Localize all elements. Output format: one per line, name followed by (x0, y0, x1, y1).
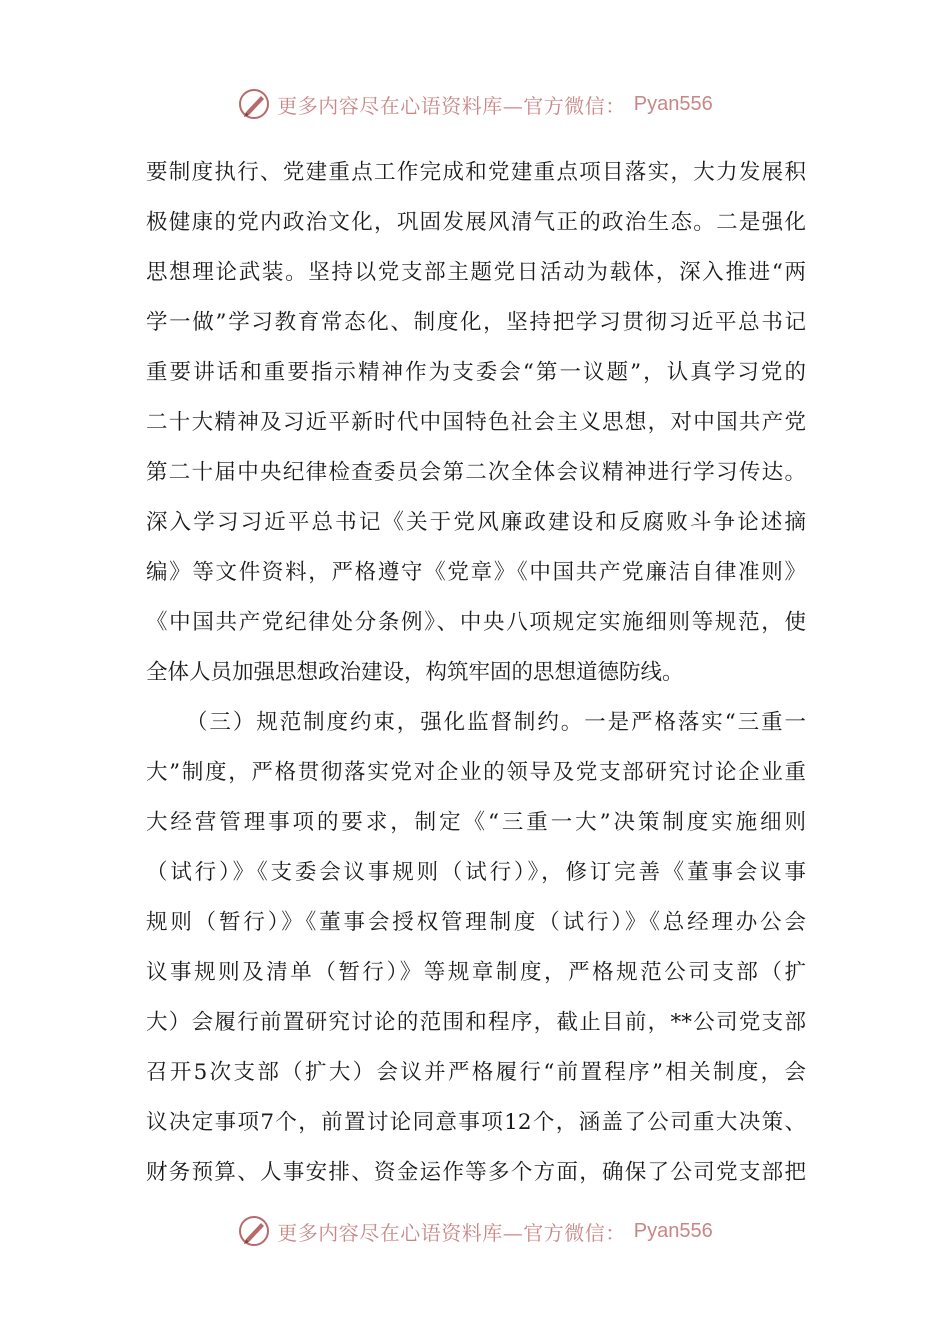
header-watermark (0, 84, 950, 124)
text-line: 二十大精神及习近平新时代中国特色社会主义思想，对中国共产党 (146, 410, 806, 435)
pen-logo-icon (237, 87, 271, 121)
text-line: 全体人员加强思想政治建设，构筑牢固的思想道德防线。 (146, 660, 684, 685)
footer-watermark (0, 1211, 950, 1251)
text-line: 议事规则及清单（暂行）》等规章制度，严格规范公司支部（扩 (146, 960, 806, 985)
text-line: 第二十届中央纪律检查委员会第二次全体会议精神进行学习传达。 (146, 460, 806, 485)
watermark-wechat-id: Pyan556 (633, 1219, 713, 1242)
text-line: 《中国共产党纪律处分条例》、中央八项规定实施细则等规范，使 (146, 610, 806, 635)
text-line: 召开5次支部（扩大）会议并严格履行“前置程序”相关制度，会 (146, 1060, 806, 1085)
text-line: 重要讲话和重要指示精神作为支委会“第一议题”，认真学习党的 (146, 360, 806, 385)
pen-logo-icon (237, 1214, 271, 1248)
text-line: （三）规范制度约束，强化监督制约。一是严格落实“三重一 (186, 710, 806, 735)
text-line: 财务预算、人事安排、资金运作等多个方面，确保了公司党支部把 (146, 1160, 806, 1185)
watermark-wechat-id: Pyan556 (633, 92, 713, 115)
text-line: 大）会履行前置研究讨论的范围和程序，截止目前，**公司党支部 (146, 1010, 806, 1035)
text-line: 学一做”学习教育常态化、制度化，坚持把学习贯彻习近平总书记 (146, 310, 806, 335)
paragraph (146, 698, 806, 1198)
paragraph (146, 148, 806, 698)
text-line: 思想理论武装。坚持以党支部主题党日活动为载体，深入推进“两 (146, 260, 806, 285)
text-line: 要制度执行、党建重点工作完成和党建重点项目落实，大力发展积 (146, 160, 806, 185)
text-line: 深入学习习近平总书记《关于党风廉政建设和反腐败斗争论述摘 (146, 510, 806, 535)
text-line: （试行）》《支委会议事规则（试行）》，修订完善《董事会议事 (146, 860, 806, 885)
text-line: 大经营管理事项的要求，制定《“三重一大”决策制度实施细则 (146, 810, 806, 835)
text-line: 规则（暂行）》《董事会授权管理制度（试行）》《总经理办公会 (146, 910, 806, 935)
text-line: 编》等文件资料，严格遵守《党章》《中国共产党廉洁自律准则》 (146, 560, 806, 585)
watermark-text: 更多内容尽在心语资料库—官方微信： (277, 1220, 626, 1245)
text-line: 大”制度，严格贯彻落实党对企业的领导及党支部研究讨论企业重 (146, 760, 806, 785)
watermark-text: 更多内容尽在心语资料库—官方微信： (277, 93, 626, 118)
text-line: 极健康的党内政治文化，巩固发展风清气正的政治生态。二是强化 (146, 210, 806, 235)
text-line: 议决定事项7个，前置讨论同意事项12个，涵盖了公司重大决策、 (146, 1110, 806, 1135)
document-body (146, 148, 806, 1198)
